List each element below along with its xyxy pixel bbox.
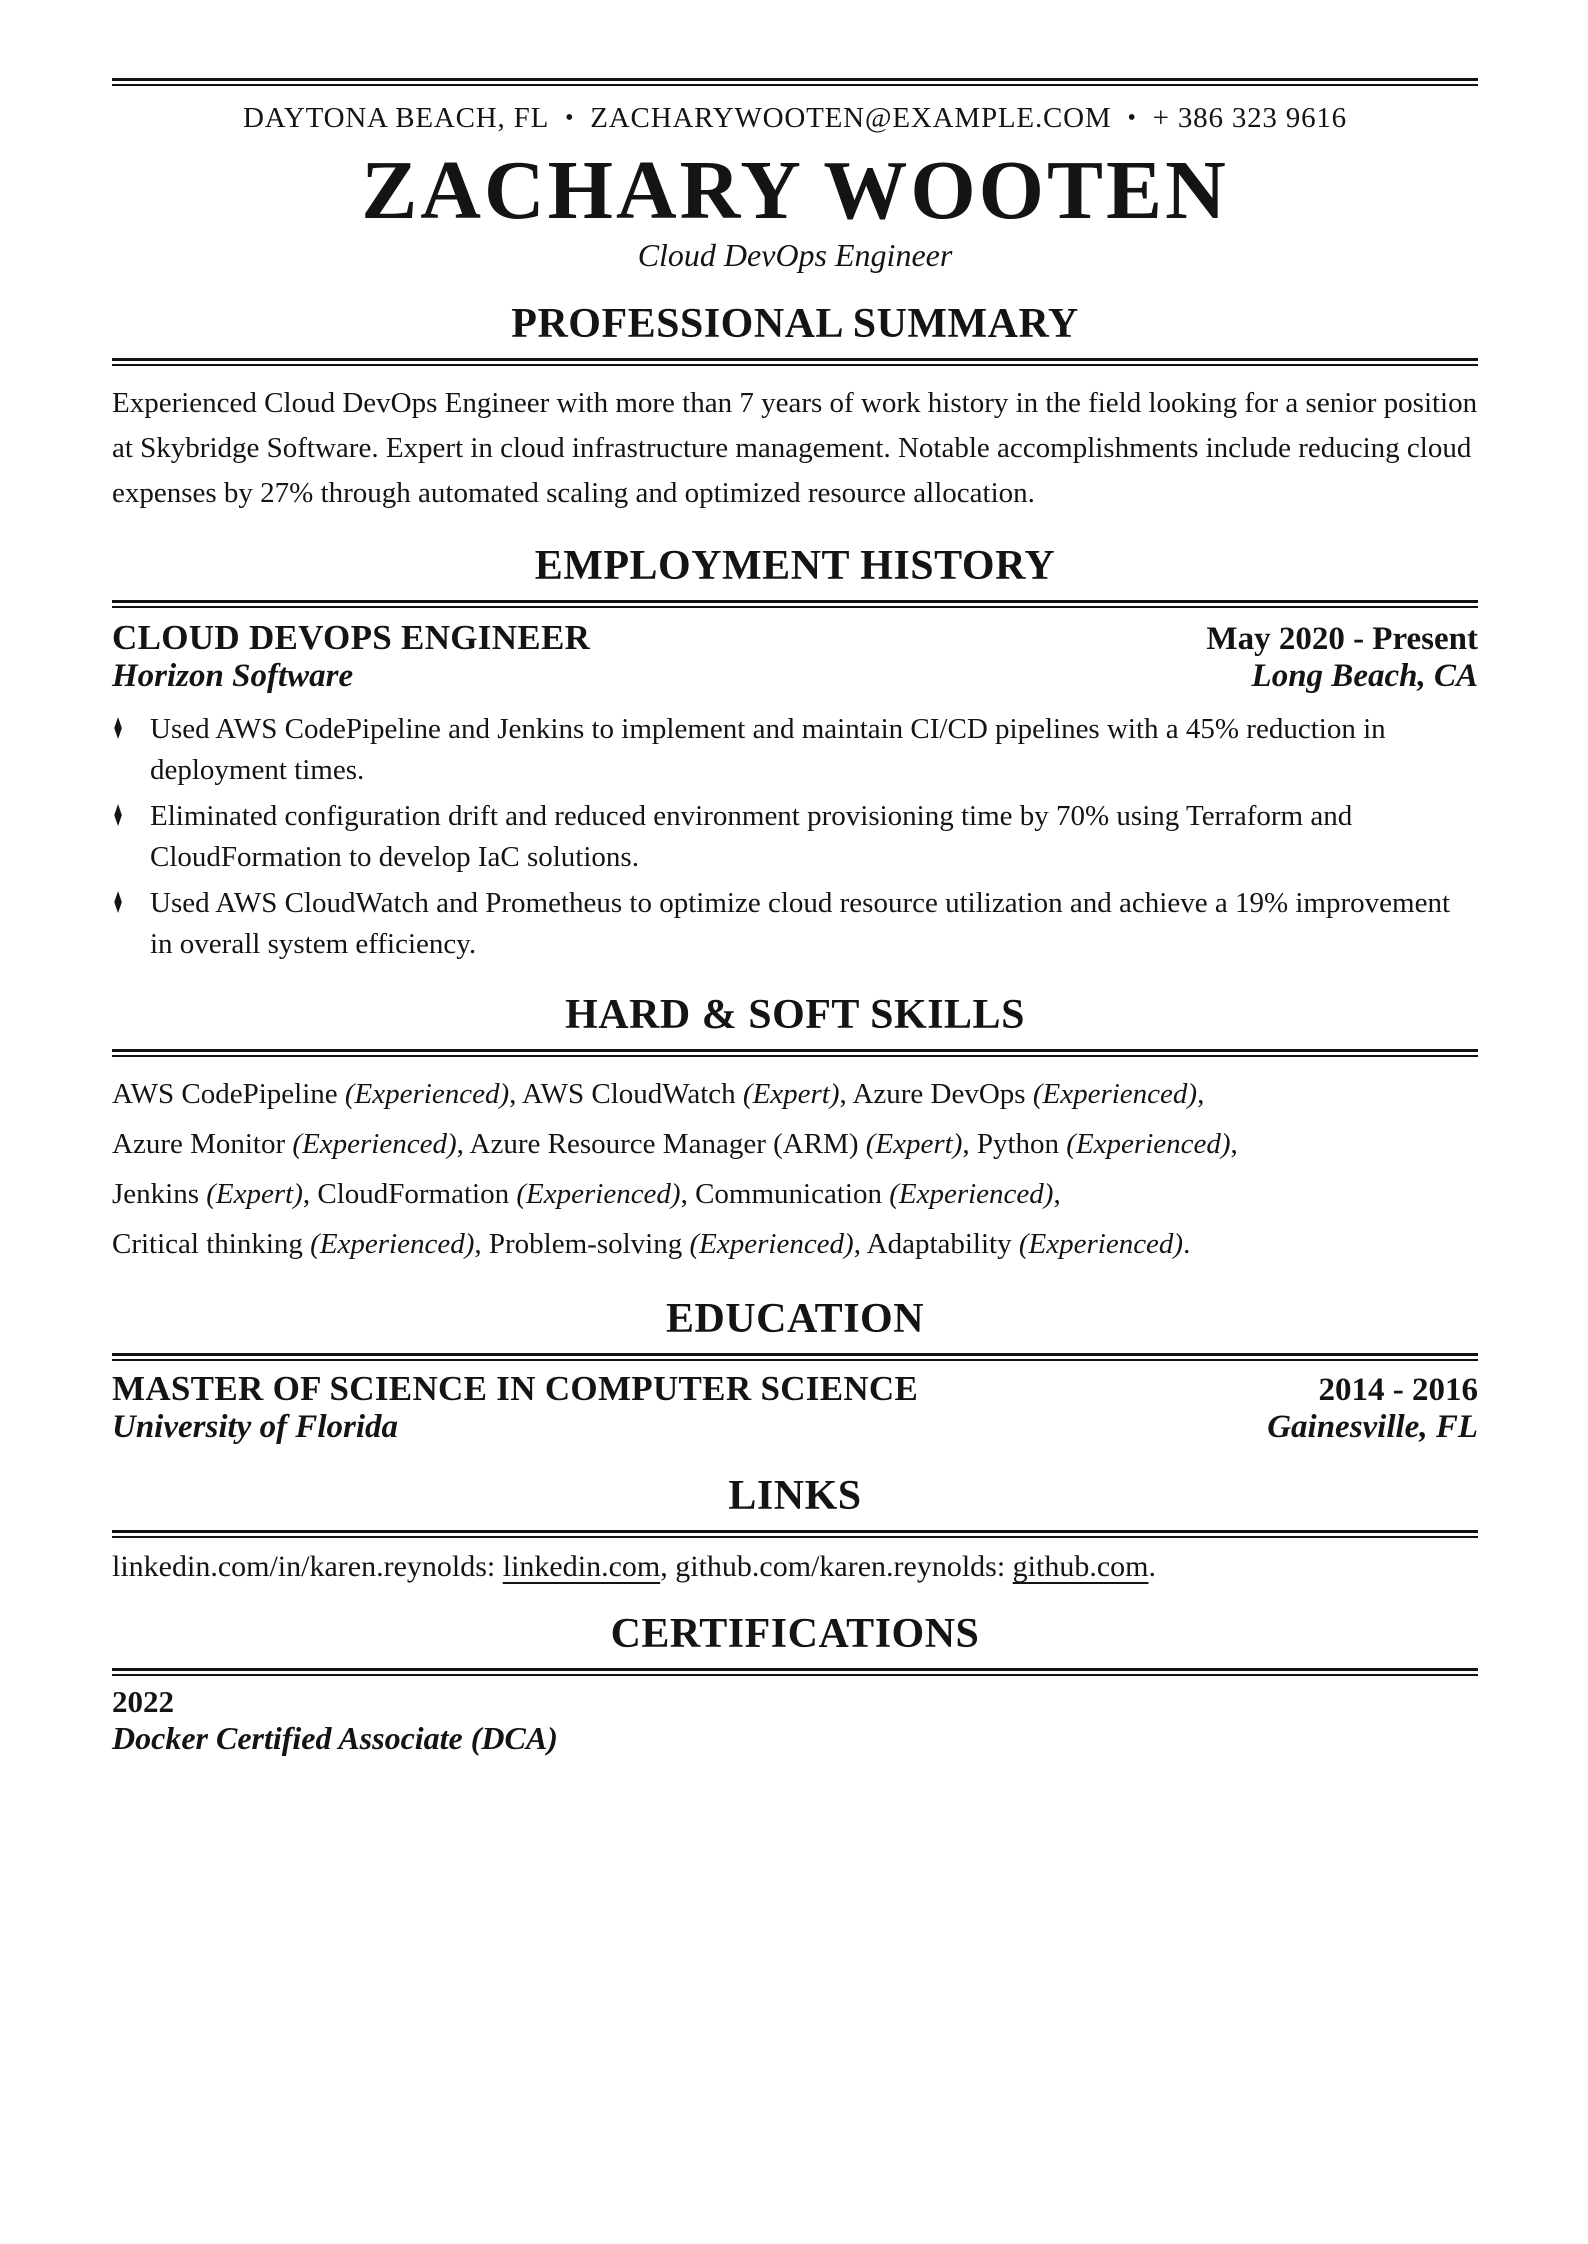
skills-list [112,1069,1478,1269]
skill-separator: , [1230,1128,1238,1161]
skill-level: (Experienced) [1066,1128,1231,1161]
skill-level: (Expert) [742,1078,840,1111]
skill-separator: , [1053,1178,1061,1211]
skill-name: Adaptability [866,1228,1019,1261]
summary-heading: PROFESSIONAL SUMMARY [511,301,1079,348]
skills-line [112,1069,1478,1119]
job-bullet-text: Used AWS CodePipeline and Jenkins to implement and maintain CI/CD pipelines with a 45% reduction in deployment times. [150,713,1386,787]
job-bullet-text: Eliminated configuration drift and reduced environment provisioning time by 70% using Terraform and CloudFormation to develop IaC solutions. [150,800,1353,874]
skill-level: (Expert) [206,1178,303,1211]
certification-year: 2022 [112,1684,174,1720]
section-divider [112,1530,1478,1538]
skill-level: (Experienced) [292,1128,457,1161]
skill-level: (Experienced) [344,1078,510,1111]
skill-name: Azure Resource Manager (ARM) [469,1128,866,1161]
diamond-bullet-icon: ♦ [112,799,125,835]
certifications-heading: CERTIFICATIONS [610,1611,980,1658]
job-bullet-list [112,709,1478,965]
skill-name: AWS CloudWatch [522,1078,743,1111]
job-bullet [112,796,1478,878]
skill-level: (Experienced) [310,1228,475,1261]
job-bullet-text: Used AWS CloudWatch and Prometheus to optimize cloud resource utilization and achieve a 19% improvement in overall system efficiency. [150,887,1451,961]
education-degree-row [112,1369,1478,1409]
summary-text: Experienced Cloud DevOps Engineer with more than 7 years of work history in the field looking for a senior position at Skybridge Software. Expert in cloud infrastructure management. Notable accomplishments include reducing cloud expenses by 27% through automated scaling and optimized resource allocation. [112,387,1478,510]
contact-line [112,102,1478,135]
linkedin-link[interactable]: linkedin.com [502,1550,661,1584]
contact-phone: + 386 323 9616 [1152,102,1347,134]
skill-name: Problem-solving [488,1228,690,1261]
skills-line [112,1219,1478,1269]
link-label: linkedin.com/in/karen.reynolds: [112,1550,503,1584]
candidate-name: ZACHARY WOOTEN [361,144,1229,237]
job-bullet [112,883,1478,965]
skill-separator: . [1183,1228,1191,1261]
skill-separator: , [509,1078,523,1111]
education-entry [112,1369,1478,1446]
skill-level: (Experienced) [1018,1228,1184,1261]
education-dates: 2014 - 2016 [1318,1372,1478,1409]
skill-level: (Experienced) [889,1178,1054,1211]
skill-name: Jenkins [112,1178,207,1211]
skills-heading: HARD & SOFT SKILLS [565,992,1025,1039]
dot-separator-icon: • [1127,105,1137,131]
skill-separator: , [680,1178,696,1211]
skill-separator: , [839,1078,853,1111]
diamond-bullet-icon: ♦ [112,886,125,922]
skill-separator: , [853,1228,867,1261]
education-degree: MASTER OF SCIENCE IN COMPUTER SCIENCE [112,1369,919,1409]
job-entry [112,618,1478,965]
skill-separator: , [1197,1078,1205,1111]
job-bullet [112,709,1478,791]
skill-level: (Expert) [865,1128,963,1161]
section-divider [112,1353,1478,1361]
skill-level: (Experienced) [1032,1078,1198,1111]
skill-level: (Experienced) [689,1228,854,1261]
education-heading: EDUCATION [665,1296,925,1343]
skill-level: (Experienced) [516,1178,681,1211]
link-separator: , [660,1550,676,1584]
education-school-row [112,1409,1478,1446]
section-divider [112,1668,1478,1676]
skill-name: Azure DevOps [852,1078,1033,1111]
diamond-bullet-icon: ♦ [112,712,125,748]
education-school: University of Florida [112,1409,398,1446]
education-location: Gainesville, FL [1267,1409,1478,1446]
job-company: Horizon Software [112,658,354,695]
skill-name: Critical thinking [112,1228,311,1261]
skill-name: Python [976,1128,1067,1161]
certification-name: Docker Certified Associate (DCA) [112,1720,558,1757]
dot-separator-icon: • [565,105,575,131]
links-heading: LINKS [728,1473,862,1520]
employment-heading: EMPLOYMENT HISTORY [534,543,1056,590]
links-line [112,1550,1478,1584]
skill-name: Communication [695,1178,890,1211]
skill-separator: , [456,1128,470,1161]
skill-name: AWS CodePipeline [112,1078,345,1111]
job-title-row [112,618,1478,658]
contact-email: ZACHARYWOOTEN@EXAMPLE.COM [590,102,1112,134]
skill-separator: , [302,1178,318,1211]
job-location: Long Beach, CA [1251,658,1478,695]
link-label: github.com/karen.reynolds: [675,1550,1013,1584]
skill-separator: , [474,1228,489,1261]
skill-separator: , [962,1128,977,1161]
candidate-job-title: Cloud DevOps Engineer [637,237,953,274]
skill-name: CloudFormation [317,1178,517,1211]
certification-entry [112,1684,1478,1757]
link-suffix: . [1148,1550,1156,1584]
skills-line [112,1169,1478,1219]
section-divider [112,358,1478,366]
job-dates: May 2020 - Present [1206,621,1478,658]
top-divider [112,78,1478,86]
section-divider [112,600,1478,608]
skills-line [112,1119,1478,1169]
skill-name: Azure Monitor [112,1128,293,1161]
job-company-row [112,658,1478,695]
contact-location: DAYTONA BEACH, FL [243,102,550,134]
github-link[interactable]: github.com [1012,1550,1149,1584]
section-divider [112,1049,1478,1057]
job-title: CLOUD DEVOPS ENGINEER [112,618,591,658]
